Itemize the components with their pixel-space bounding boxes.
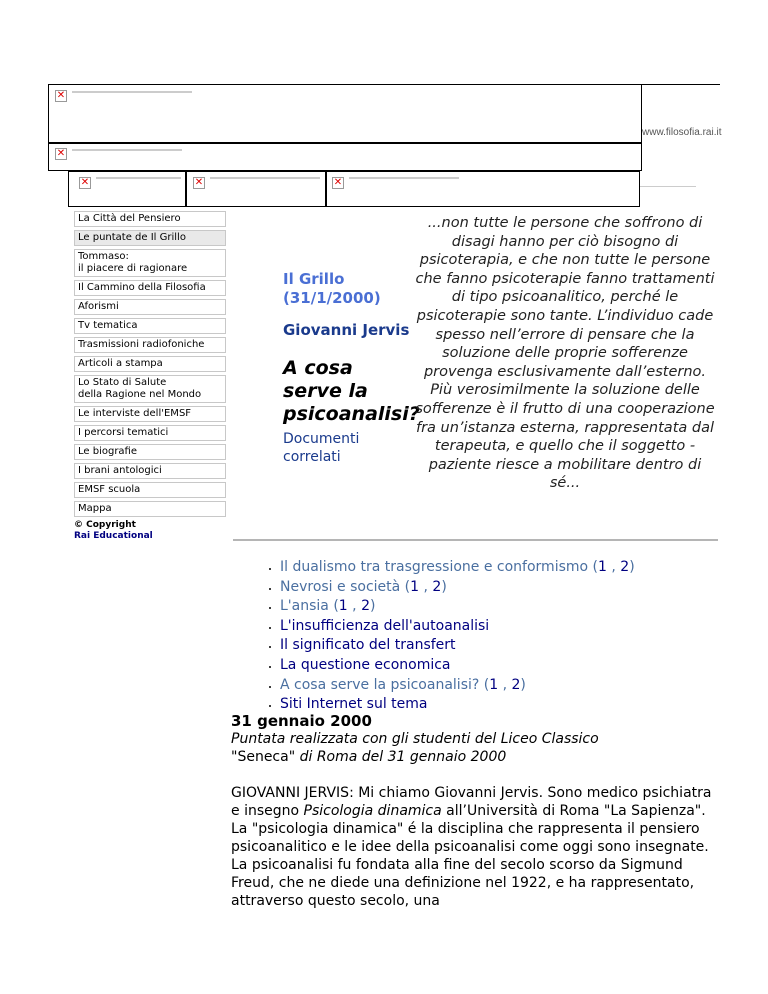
topic-item [280, 677, 750, 697]
menu-item[interactable]: Mappa [74, 501, 226, 517]
subtitle-part: di Roma del 31 gennaio 2000 [295, 749, 507, 765]
topic-link[interactable]: Il significato del transfert [280, 637, 456, 654]
topic-item [280, 618, 750, 638]
broken-image-icon: ✕ [333, 177, 343, 188]
topic-link[interactable]: L'insufficienza dell'autoanalisi [280, 617, 490, 634]
topic-link[interactable]: A cosa serve la psicoanalisi? ( [280, 676, 490, 693]
broken-image-caption [349, 177, 459, 179]
menu-item[interactable]: I brani antologici [74, 463, 226, 479]
broken-image-caption [72, 91, 192, 93]
copyright [74, 520, 226, 542]
menu-item[interactable]: I percorsi tematici [74, 425, 226, 441]
menu-item[interactable]: Le biografie [74, 444, 226, 460]
topic-part-2-link[interactable]: 2 [620, 559, 630, 575]
episode-author: Giovanni Jervis [283, 321, 410, 339]
topic-part-1-link[interactable]: 1 [338, 598, 348, 615]
broken-image-caption [72, 149, 182, 151]
topics-list [256, 559, 750, 716]
topic-link[interactable]: La questione economica [280, 656, 451, 673]
topic-close: ) [629, 559, 635, 575]
menu-item[interactable]: La Città del Pensiero [74, 211, 226, 227]
menu-item-active[interactable]: Le puntate de Il Grillo [74, 230, 226, 246]
article [231, 712, 721, 910]
menu-item[interactable]: EMSF scuola [74, 482, 226, 498]
topic-part-2-link[interactable]: 2 [511, 676, 521, 693]
episode-question: A cosa serve la psicoanalisi? [283, 357, 420, 425]
article-subtitle [231, 730, 721, 766]
menu-item[interactable]: Tv tematica [74, 318, 226, 334]
menu-item[interactable]: Trasmissioni radiofoniche [74, 337, 226, 353]
topic-part-1-link[interactable]: 1 [410, 578, 420, 595]
episode-title: Il Grillo (31/1/2000) [283, 270, 381, 307]
body-text: all’Università di Roma "La Sapienza". La "psicologia dinamica" é la disciplina che rappresenta il pensiero psicoanalitico e le idee della psicoanalisi come oggi sono insegnate. La psicoanalisi fu fondata alla fine del secolo scorso da Sigmund Freud, che ne diede una definizione nel 1922, e ha rappresentato, attraverso questo secolo, una [231, 803, 709, 909]
body-emphasis: Psicologia dinamica [303, 803, 442, 819]
topic-close: ) [520, 676, 526, 693]
topic-item [280, 598, 750, 618]
menu-item[interactable]: Lo Stato di Salute della Ragione nel Mondo [74, 375, 226, 403]
menu-item[interactable]: Le interviste dell'EMSF [74, 406, 226, 422]
copyright-owner-link[interactable]: Rai Educational [74, 531, 153, 541]
article-date: 31 gennaio 2000 [231, 712, 372, 730]
topic-link[interactable]: Nevrosi e società ( [280, 578, 411, 595]
menu-item[interactable]: Il Cammino della Filosofia [74, 280, 226, 296]
topic-link[interactable]: Siti Internet sul tema [280, 696, 428, 713]
menu-item[interactable]: Articoli a stampa [74, 356, 226, 372]
topic-item [280, 637, 750, 657]
featured-quote: ...non tutte le persone che soffrono di disagi hanno per ciò bisogno di psicoterapia, e che non tutte le persone che fanno psicoterapie fanno trattamenti di tipo psicoanalitico, perché le psicoterapie sono tante. L’individuo cade spesso nell’errore di pensare che la soluzione delle proprie sofferenze provenga esclusivamente dall’esterno. Più verosimilmente la soluzione delle sofferenze è il frutto di una cooperazione fra un’istanza esterna, rappresentata dal terapeuta, e quello che il soggetto - paziente riesce a mobilitare dentro di sé... [415, 215, 715, 492]
second-banner-frame [48, 143, 642, 171]
topic-link[interactable]: Il dualismo tra trasgressione e conformismo ( [280, 559, 598, 575]
topic-part-2-link[interactable]: 2 [432, 578, 442, 595]
topic-part-1-link[interactable]: 1 [598, 559, 607, 575]
broken-image-caption [210, 177, 320, 179]
topic-close: ) [369, 598, 376, 615]
topic-close: ) [441, 578, 447, 595]
site-url[interactable]: www.filosofia.rai.it [642, 127, 722, 138]
broken-image-icon: ✕ [56, 148, 66, 159]
related-documents-link[interactable]: Documenti correlati [283, 431, 360, 465]
topic-item [280, 657, 750, 677]
topic-part-1-link[interactable]: 1 [489, 676, 499, 693]
subtitle-school: "Seneca" [231, 749, 296, 765]
topic-item [280, 579, 750, 599]
copyright-label: © Copyright [74, 520, 136, 530]
nav-rule [640, 186, 696, 187]
topic-item [280, 559, 750, 579]
body-text: GIOVANNI JERVIS: Mi chiamo Giovanni Jervis. Sono medico psichiatra e insegno [231, 785, 712, 819]
topic-separator: , [606, 559, 621, 575]
topic-link[interactable]: L'ansia ( [280, 598, 339, 615]
topic-part-2-link[interactable]: 2 [361, 598, 370, 615]
menu-item[interactable]: Aforismi [74, 299, 226, 315]
article-body [231, 784, 721, 910]
broken-image-icon: ✕ [80, 177, 90, 188]
broken-image-icon: ✕ [56, 90, 66, 101]
sidebar-menu [74, 211, 226, 542]
topic-separator: , [419, 578, 433, 595]
topic-separator: , [347, 598, 362, 615]
section-divider [233, 539, 718, 541]
broken-image-caption [96, 177, 181, 179]
menu-item[interactable]: Tommaso: il piacere di ragionare [74, 249, 226, 277]
top-banner-rule [642, 84, 720, 85]
broken-image-icon: ✕ [194, 177, 204, 188]
topic-separator: , [498, 676, 512, 693]
subtitle-part: Puntata realizzata con gli studenti del Liceo Classico [231, 731, 599, 747]
